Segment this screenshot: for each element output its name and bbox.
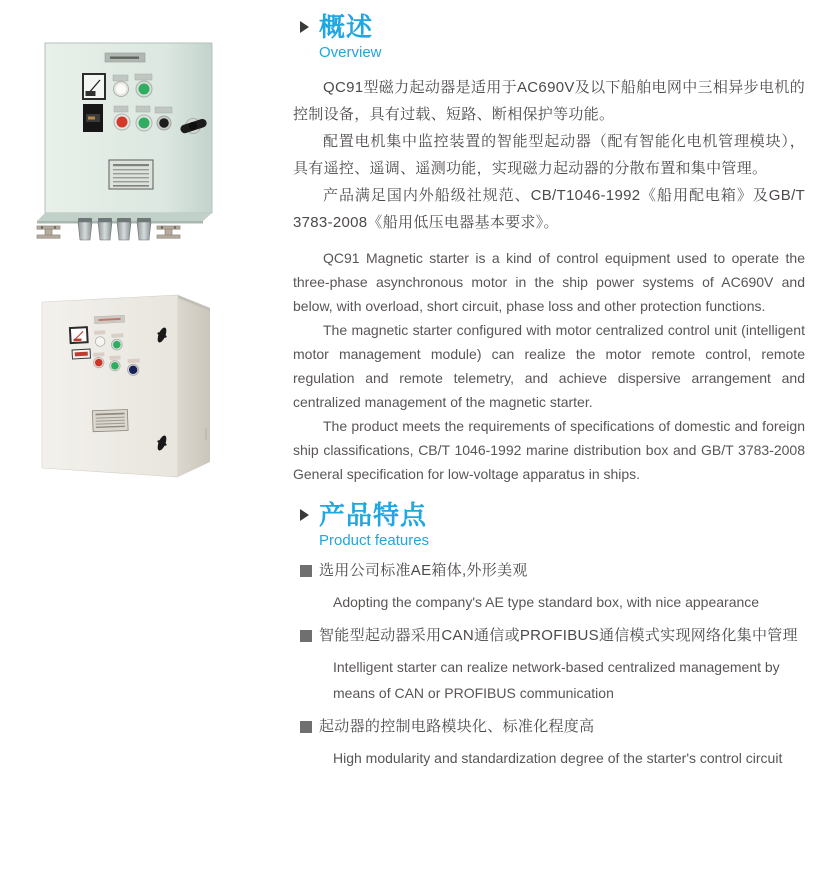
features-list xyxy=(293,561,805,771)
content-column xyxy=(293,12,805,771)
section-arrow-icon xyxy=(300,509,309,521)
bullet-square-icon xyxy=(300,721,312,733)
feature-item xyxy=(293,626,805,706)
section-arrow-icon xyxy=(300,21,309,33)
feature-zh-text: 选用公司标准AE箱体,外形美观 xyxy=(319,562,528,579)
overview-title-zh: 概述 xyxy=(319,12,374,42)
overview-paragraph-en-2: The magnetic starter configured with motor centralized control unit (intelligent motor management module) can realize the motor remote control, remote regulation and remote telemetry, and achieve dispersive arrangement and centralized management of the magnetic starter. xyxy=(293,322,805,410)
overview-paragraph-en-1: QC91 Magnetic starter is a kind of control equipment used to operate the three-phase asynchronous motor in the ship power systems of AC690V and below, with overload, short circuit, phase loss and other protection functions. xyxy=(293,250,805,314)
overview-section-heading xyxy=(293,12,805,62)
overview-chinese-paragraphs xyxy=(293,74,805,236)
feature-zh-text: 起动器的控制电路模块化、标准化程度高 xyxy=(319,718,595,735)
feature-item xyxy=(293,717,805,771)
feature-zh-line xyxy=(293,717,805,737)
feature-en-text: Adopting the company's AE type standard box, with nice appearance xyxy=(333,594,760,610)
product-photo-perspective-view xyxy=(40,288,215,483)
feature-zh-line xyxy=(293,561,805,581)
feature-en-text: Intelligent starter can realize network-based centralized management by means of CAN or PROFIBUS communication xyxy=(333,659,780,701)
overview-paragraph-zh-2: 配置电机集中监控装置的智能型起动器（配有智能化电机管理模块），具有遥控、遥调、遥测功能，实现磁力起动器的分散布置和集中管理。 xyxy=(293,133,805,177)
product-photo-front-view xyxy=(33,38,218,243)
overview-paragraph-zh-3: 产品满足国内外船级社规范、CB/T1046-1992《船用配电箱》及GB/T 3783-2008《船用低压电器基本要求》。 xyxy=(293,187,805,231)
overview-english-paragraphs xyxy=(293,246,805,486)
features-title-zh: 产品特点 xyxy=(319,500,428,530)
feature-item xyxy=(293,561,805,615)
feature-zh-line xyxy=(293,626,805,646)
overview-paragraph-en-3: The product meets the requirements of specifications of domestic and foreign ship classifications, CB/T 1046-1992 marine distribution box and GB/T 3783-2008 General specification for low-voltage apparatus in ships. xyxy=(293,418,805,482)
overview-paragraph-zh-1: QC91型磁力起动器是适用于AC690V及以下船舶电网中三相异步电机的控制设备，具有过载、短路、断相保护等功能。 xyxy=(293,79,805,123)
feature-zh-text: 智能型起动器采用CAN通信或PROFIBUS通信模式实现网络化集中管理 xyxy=(319,627,798,644)
features-section-heading xyxy=(293,500,805,550)
bullet-square-icon xyxy=(300,630,312,642)
features-title-en: Product features xyxy=(319,532,430,549)
feature-en-text: High modularity and standardization degree of the starter's control circuit xyxy=(333,750,783,766)
bullet-square-icon xyxy=(300,565,312,577)
overview-title-en: Overview xyxy=(319,44,382,61)
